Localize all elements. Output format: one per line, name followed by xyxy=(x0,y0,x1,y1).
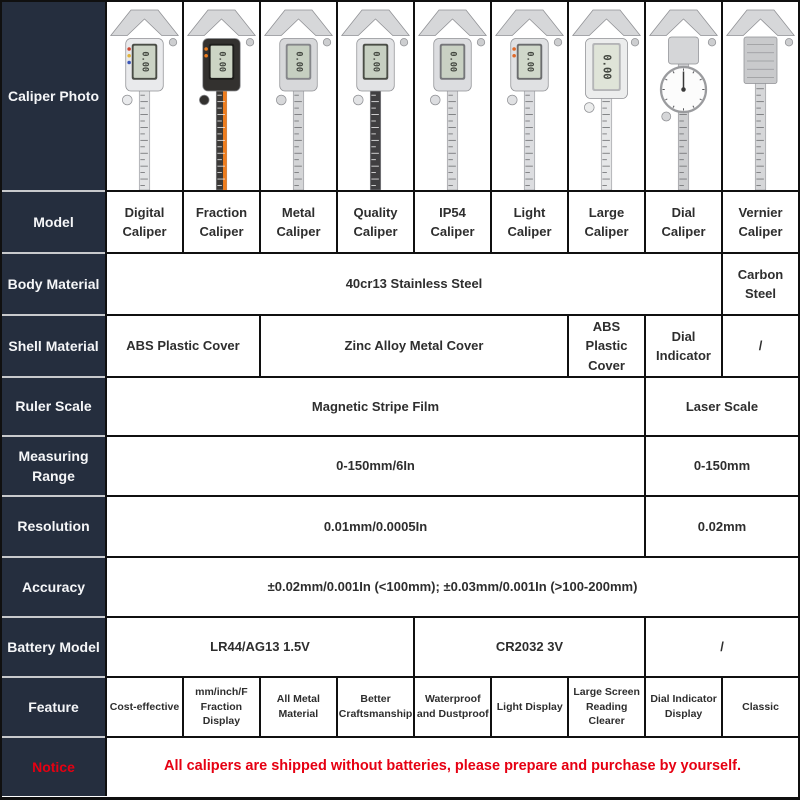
cell-battery-model-1: CR2032 3V xyxy=(413,616,644,676)
row-battery-model xyxy=(2,616,798,676)
svg-text:0.00: 0.00 xyxy=(600,54,613,80)
cell-shell-material-0: ABS Plastic Cover xyxy=(105,314,259,376)
row-label-body-material: Body Material xyxy=(2,252,105,314)
caliper-photo-row xyxy=(2,2,798,190)
cell-shell-material-3: Dial Indicator xyxy=(644,314,721,376)
row-body-material xyxy=(2,252,798,314)
photo-digital-caliper xyxy=(105,2,182,190)
dial-caliper-illustration xyxy=(646,2,721,190)
row-label-ruler-scale: Ruler Scale xyxy=(2,376,105,435)
cell-measuring-range-1: 0-150mm xyxy=(644,435,798,495)
metal-caliper-illustration xyxy=(261,2,336,190)
row-label-caliper-photo: Caliper Photo xyxy=(2,2,105,190)
photo-light-caliper xyxy=(490,2,567,190)
cell-feature-5: Light Display xyxy=(490,676,567,736)
row-label-measuring-range: Measuring Range xyxy=(2,435,105,495)
cell-resolution-0: 0.01mm/0.0005In xyxy=(105,495,644,556)
photo-fraction-caliper xyxy=(182,2,259,190)
cell-feature-4: Waterproof and Dustproof xyxy=(413,676,490,736)
cell-model-7: Dial Caliper xyxy=(644,190,721,252)
cell-model-6: Large Caliper xyxy=(567,190,644,252)
row-ruler-scale xyxy=(2,376,798,435)
cell-measuring-range-0: 0-150mm/6In xyxy=(105,435,644,495)
svg-text:0.00: 0.00 xyxy=(370,51,381,73)
cell-ruler-scale-0: Magnetic Stripe Film xyxy=(105,376,644,435)
cell-model-8: Vernier Caliper xyxy=(721,190,798,252)
row-label-model: Model xyxy=(2,190,105,252)
row-feature xyxy=(2,676,798,736)
row-label-accuracy: Accuracy xyxy=(2,556,105,616)
row-shell-material xyxy=(2,314,798,376)
cell-model-3: Quality Caliper xyxy=(336,190,413,252)
svg-text:0.00: 0.00 xyxy=(447,51,458,73)
row-measuring-range xyxy=(2,435,798,495)
cell-body-material-1: Carbon Steel xyxy=(721,252,798,314)
row-label-notice: Notice xyxy=(2,736,105,796)
cell-feature-6: Large Screen Reading Clearer xyxy=(567,676,644,736)
cell-battery-model-2: / xyxy=(644,616,798,676)
light-caliper-illustration xyxy=(492,2,567,190)
cell-accuracy-0: ±0.02mm/0.001In (<100mm); ±0.03mm/0.001In (>100-200mm) xyxy=(105,556,798,616)
cell-shell-material-4: / xyxy=(721,314,798,376)
cell-resolution-1: 0.02mm xyxy=(644,495,798,556)
row-model xyxy=(2,190,798,252)
cell-notice-0: All calipers are shipped without batteries, please prepare and purchase by yourself. xyxy=(105,736,798,796)
cell-battery-model-0: LR44/AG13 1.5V xyxy=(105,616,413,676)
svg-text:0.00: 0.00 xyxy=(293,51,304,73)
photo-metal-caliper xyxy=(259,2,336,190)
photo-large-caliper xyxy=(567,2,644,190)
cell-feature-0: Cost-effective xyxy=(105,676,182,736)
svg-text:0.00: 0.00 xyxy=(139,51,150,73)
quality-caliper-illustration xyxy=(338,2,413,190)
cell-feature-2: All Metal Material xyxy=(259,676,336,736)
cell-feature-7: Dial Indicator Display xyxy=(644,676,721,736)
row-label-battery-model: Battery Model xyxy=(2,616,105,676)
fraction-caliper-illustration xyxy=(184,2,259,190)
cell-model-5: Light Caliper xyxy=(490,190,567,252)
large-caliper-illustration xyxy=(569,2,644,190)
row-accuracy xyxy=(2,556,798,616)
cell-feature-8: Classic xyxy=(721,676,798,736)
cell-model-2: Metal Caliper xyxy=(259,190,336,252)
row-label-resolution: Resolution xyxy=(2,495,105,556)
cell-model-1: Fraction Caliper xyxy=(182,190,259,252)
row-label-feature: Feature xyxy=(2,676,105,736)
cell-shell-material-2: ABS Plastic Cover xyxy=(567,314,644,376)
cell-shell-material-1: Zinc Alloy Metal Cover xyxy=(259,314,567,376)
cell-model-4: IP54 Caliper xyxy=(413,190,490,252)
vernier-caliper-illustration xyxy=(723,2,798,190)
cell-ruler-scale-1: Laser Scale xyxy=(644,376,798,435)
photo-dial-caliper xyxy=(644,2,721,190)
row-resolution xyxy=(2,495,798,556)
svg-text:0.00: 0.00 xyxy=(216,51,227,73)
photo-ip54-caliper xyxy=(413,2,490,190)
row-label-shell-material: Shell Material xyxy=(2,314,105,376)
cell-body-material-0: 40cr13 Stainless Steel xyxy=(105,252,721,314)
svg-text:0.00: 0.00 xyxy=(524,51,535,73)
cell-model-0: Digital Caliper xyxy=(105,190,182,252)
digital-caliper-illustration xyxy=(107,2,182,190)
cell-feature-1: mm/inch/F Fraction Display xyxy=(182,676,259,736)
cell-feature-3: Better Craftsmanship xyxy=(336,676,414,736)
photo-vernier-caliper xyxy=(721,2,798,190)
ip54-caliper-illustration xyxy=(415,2,490,190)
row-notice xyxy=(2,736,798,796)
photo-quality-caliper xyxy=(336,2,413,190)
